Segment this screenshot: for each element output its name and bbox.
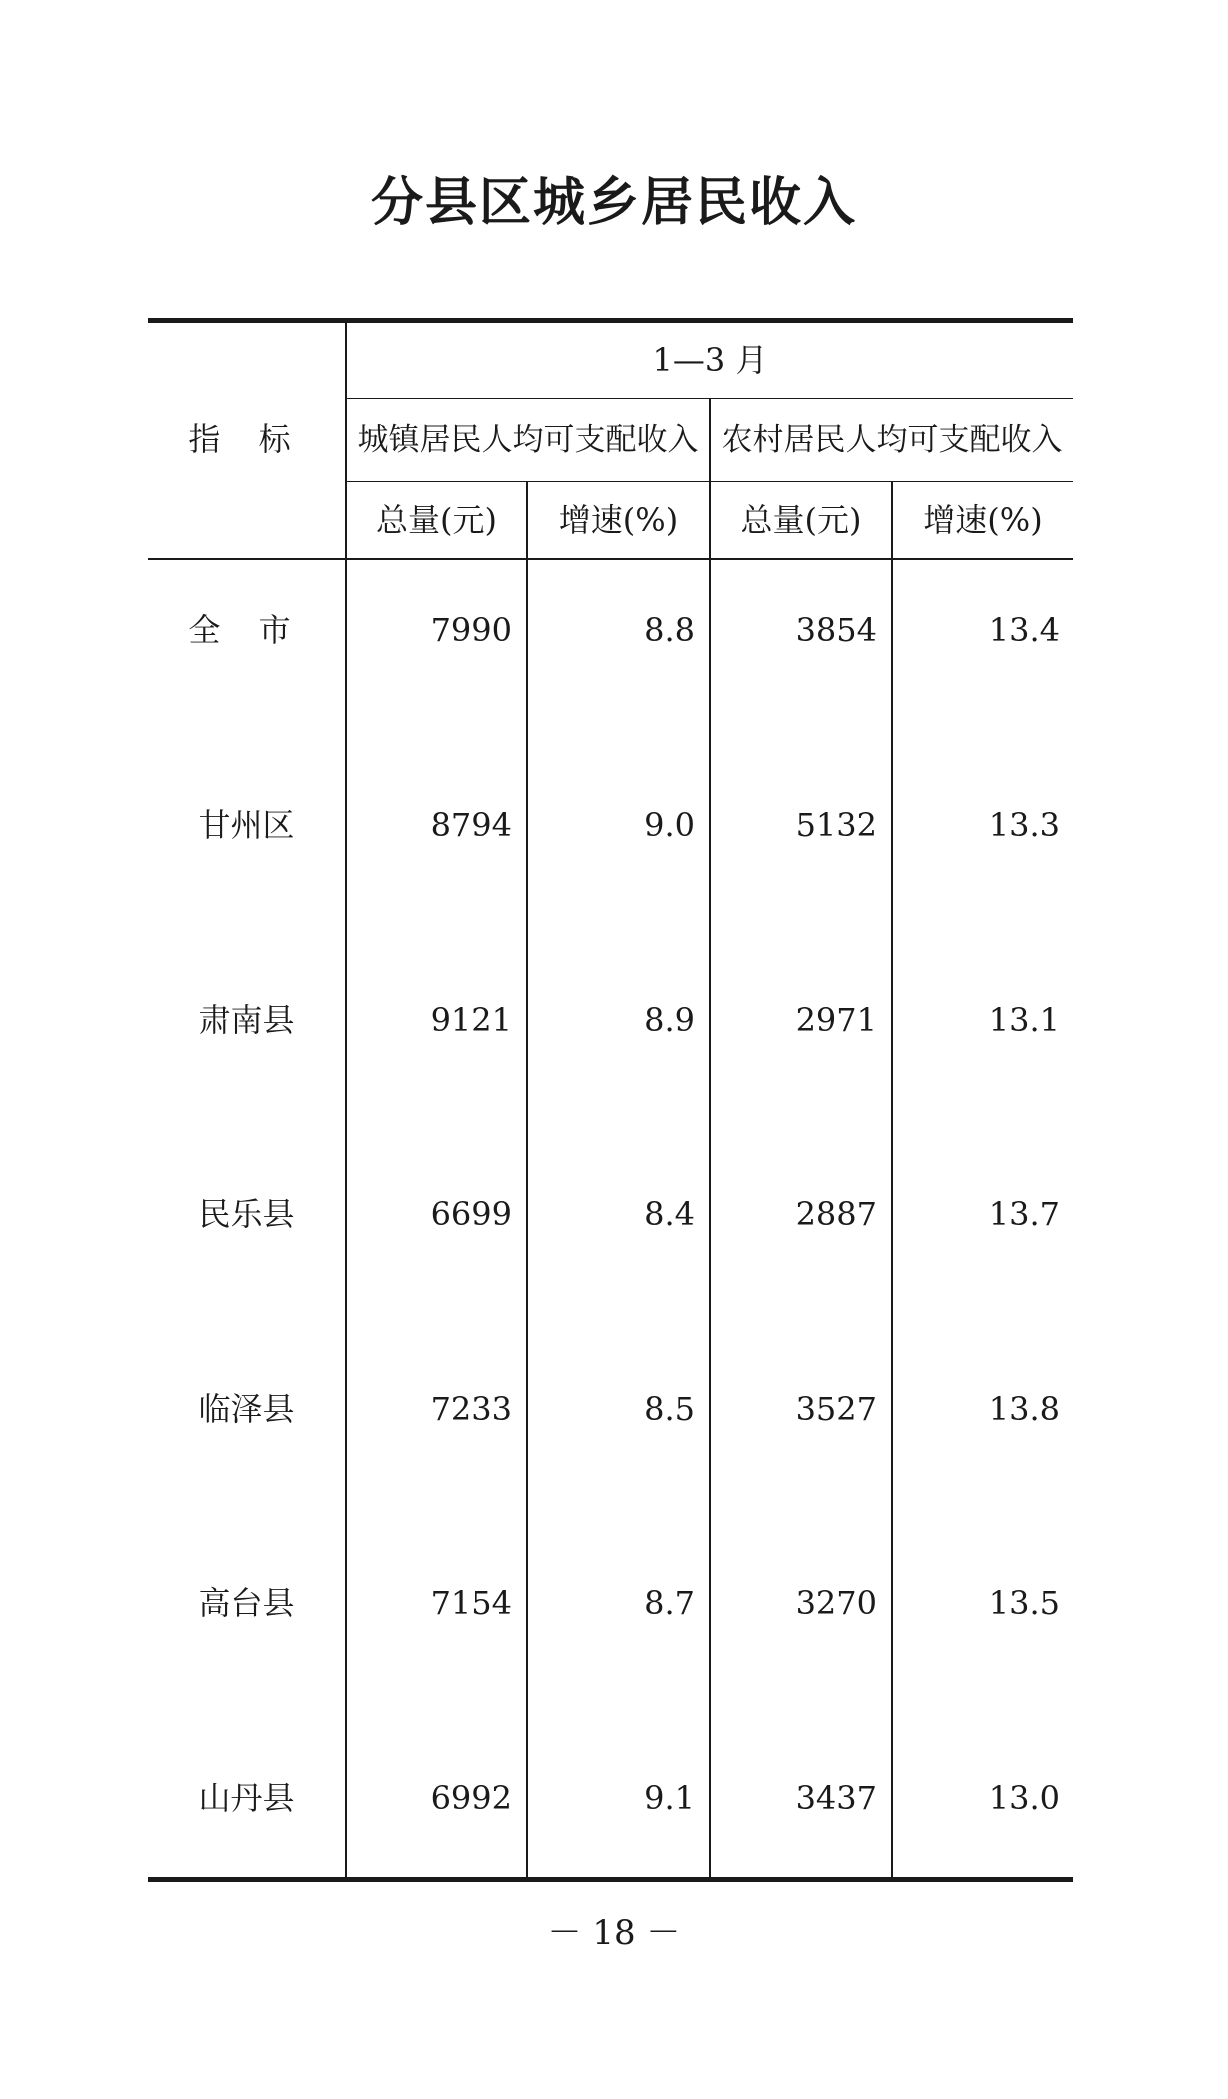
row-label: 全 市 [188, 611, 305, 649]
table-top-rule [148, 318, 1073, 323]
urban-growth-cell: 8.4 [644, 1195, 695, 1233]
urban-growth-cell: 9.1 [644, 1779, 695, 1817]
urban-total-cell: 7233 [430, 1390, 512, 1428]
income-table [148, 318, 1073, 1882]
urban-total-header: 总量(元) [376, 501, 497, 539]
urban-total-cell: 7990 [430, 611, 512, 649]
urban-growth-header: 增速(%) [558, 501, 679, 539]
rural-total-cell: 5132 [795, 806, 877, 844]
rural-growth-header: 增速(%) [923, 501, 1043, 539]
urban-growth-cell: 8.7 [644, 1584, 695, 1622]
urban-growth-cell: 8.9 [644, 1001, 695, 1039]
urban-total-cell: 7154 [430, 1584, 512, 1622]
rural-total-cell: 3854 [795, 611, 877, 649]
rural-total-cell: 3270 [795, 1584, 877, 1622]
page-number: － 18 － [547, 1913, 681, 1953]
rural-growth-cell: 13.7 [988, 1195, 1060, 1233]
row-label: 临泽县 [198, 1390, 295, 1428]
rural-growth-cell: 13.8 [988, 1390, 1060, 1428]
column-divider [526, 481, 528, 1879]
rural-group-header: 农村居民人均可支配收入 [721, 422, 1063, 458]
urban-growth-cell: 9.0 [644, 806, 695, 844]
rural-growth-cell: 13.5 [988, 1584, 1060, 1622]
rural-total-cell: 3527 [795, 1390, 877, 1428]
rural-growth-cell: 13.0 [988, 1779, 1060, 1817]
row-label: 甘州区 [198, 806, 295, 844]
rural-growth-cell: 13.4 [988, 611, 1060, 649]
page-title: 分县区城乡居民收入 [370, 173, 857, 233]
row-label: 高台县 [198, 1584, 295, 1622]
urban-total-cell: 6699 [430, 1195, 512, 1233]
row-label: 山丹县 [198, 1779, 295, 1817]
header-bottom-rule [148, 558, 1073, 560]
rural-growth-cell: 13.1 [988, 1001, 1060, 1039]
row-label: 肃南县 [198, 1001, 295, 1039]
rural-total-header: 总量(元) [740, 501, 862, 539]
urban-total-cell: 9121 [430, 1001, 512, 1039]
rural-total-cell: 2887 [795, 1195, 877, 1233]
urban-growth-cell: 8.5 [644, 1390, 695, 1428]
table-bottom-rule [148, 1877, 1073, 1882]
column-divider [891, 481, 893, 1879]
rural-growth-cell: 13.3 [988, 806, 1060, 844]
column-divider [345, 318, 347, 1879]
indicator-header: 指 标 [188, 420, 305, 458]
urban-total-cell: 8794 [430, 806, 512, 844]
urban-group-header: 城镇居民人均可支配收入 [357, 422, 699, 458]
period-header: 1—3 月 [652, 341, 768, 379]
row-label: 民乐县 [198, 1195, 295, 1233]
rural-total-cell: 2971 [795, 1001, 877, 1039]
urban-growth-cell: 8.8 [644, 611, 695, 649]
rural-total-cell: 3437 [795, 1779, 877, 1817]
urban-total-cell: 6992 [430, 1779, 512, 1817]
